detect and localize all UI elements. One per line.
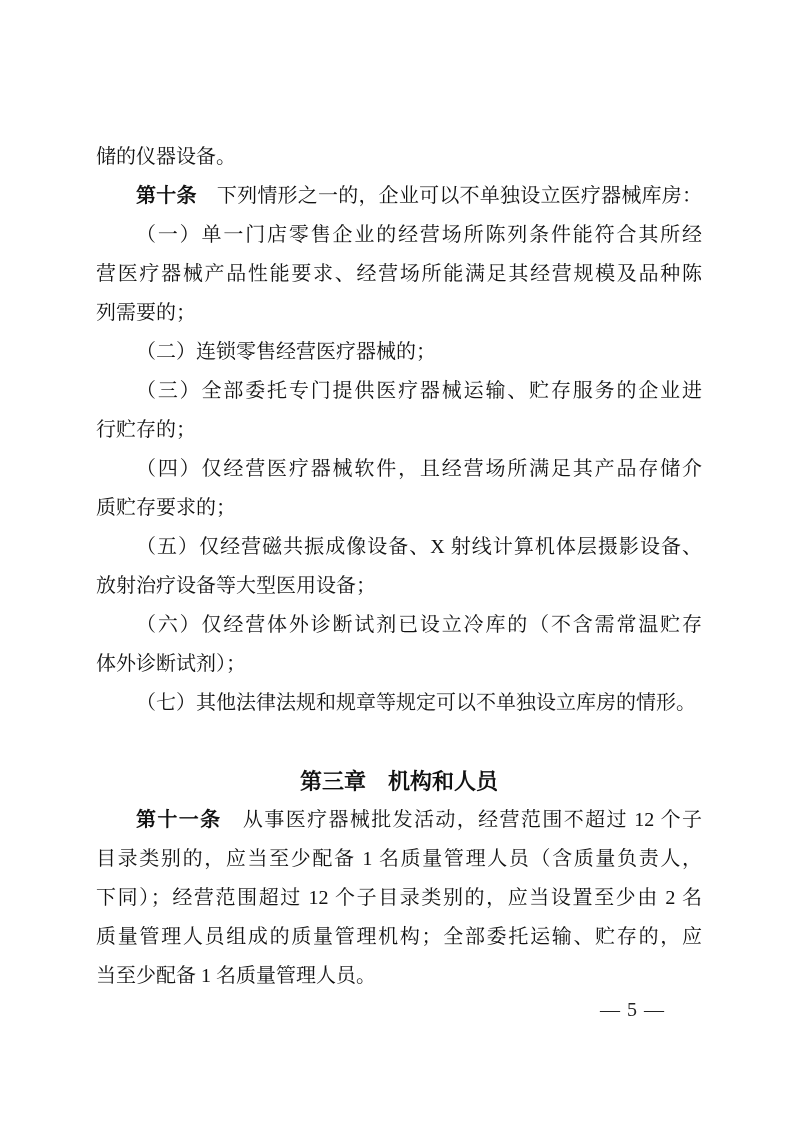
document-line [96,450,702,489]
line-text: 体外诊断试剂）； [96,653,246,675]
line-text: 储的仪器设备。 [96,146,236,168]
line-text: 目录类别的，应当至少配备 1 名质量管理人员（含质量负责人， [96,848,702,870]
document-line [96,606,702,645]
document-line [96,567,702,606]
line-text: （一）单一门店零售企业的经营场所陈列条件能符合其所经 [136,224,702,246]
line-text: （六）仅经营体外诊断试剂已设立冷库的（不含需常温贮存 [136,614,702,636]
document-line [96,879,702,918]
line-text: 列需要的； [96,302,196,324]
article-number: 第十一条 [136,809,222,831]
blank-spacer [96,723,702,762]
line-text: 下列情形之一的，企业可以不单独设立医疗器械库房： [196,185,703,207]
document-line [96,138,702,177]
line-text: （三）全部委托专门提供医疗器械运输、贮存服务的企业进 [136,380,702,402]
article-10-line [96,177,702,216]
page-number: — 5 — [600,999,665,1021]
document-line [96,645,702,684]
document-line [96,216,702,255]
line-text: 质量管理人员组成的质量管理机构；全部委托运输、贮存的，应 [96,926,702,948]
line-text: （五）仅经营磁共振成像设备、X 射线计算机体层摄影设备、 [136,536,702,558]
article-11-line [96,801,702,840]
document-line [96,957,702,996]
line-text: 营医疗器械产品性能要求、经营场所能满足其经营规模及品种陈 [96,263,702,285]
document-line [96,918,702,957]
document-line [96,255,702,294]
line-text: 放射治疗设备等大型医用设备； [96,575,376,597]
line-text: 下同）；经营范围超过 12 个子目录类别的，应当设置至少由 2 名 [96,887,702,909]
chapter-heading: 第三章 机构和人员 [299,769,498,794]
document-line [96,411,702,450]
document-line [96,333,702,372]
article-number: 第十条 [136,185,197,207]
line-text: 行贮存的； [96,419,196,441]
line-text: （二）连锁零售经营医疗器械的； [136,341,436,363]
line-text: 当至少配备 1 名质量管理人员。 [96,965,376,987]
document-line [96,294,702,333]
document-line [96,684,702,723]
document-line [96,840,702,879]
line-text: 从事医疗器械批发活动，经营范围不超过 12 个子 [221,809,703,831]
line-text: 质贮存要求的； [96,497,236,519]
document-line [96,372,702,411]
document-line [96,489,702,528]
line-text: （七）其他法律法规和规章等规定可以不单独设立库房的情形。 [136,692,696,714]
line-text: （四）仅经营医疗器械软件，且经营场所满足其产品存储介 [136,458,702,480]
document-line [96,528,702,567]
document-body [96,138,702,996]
